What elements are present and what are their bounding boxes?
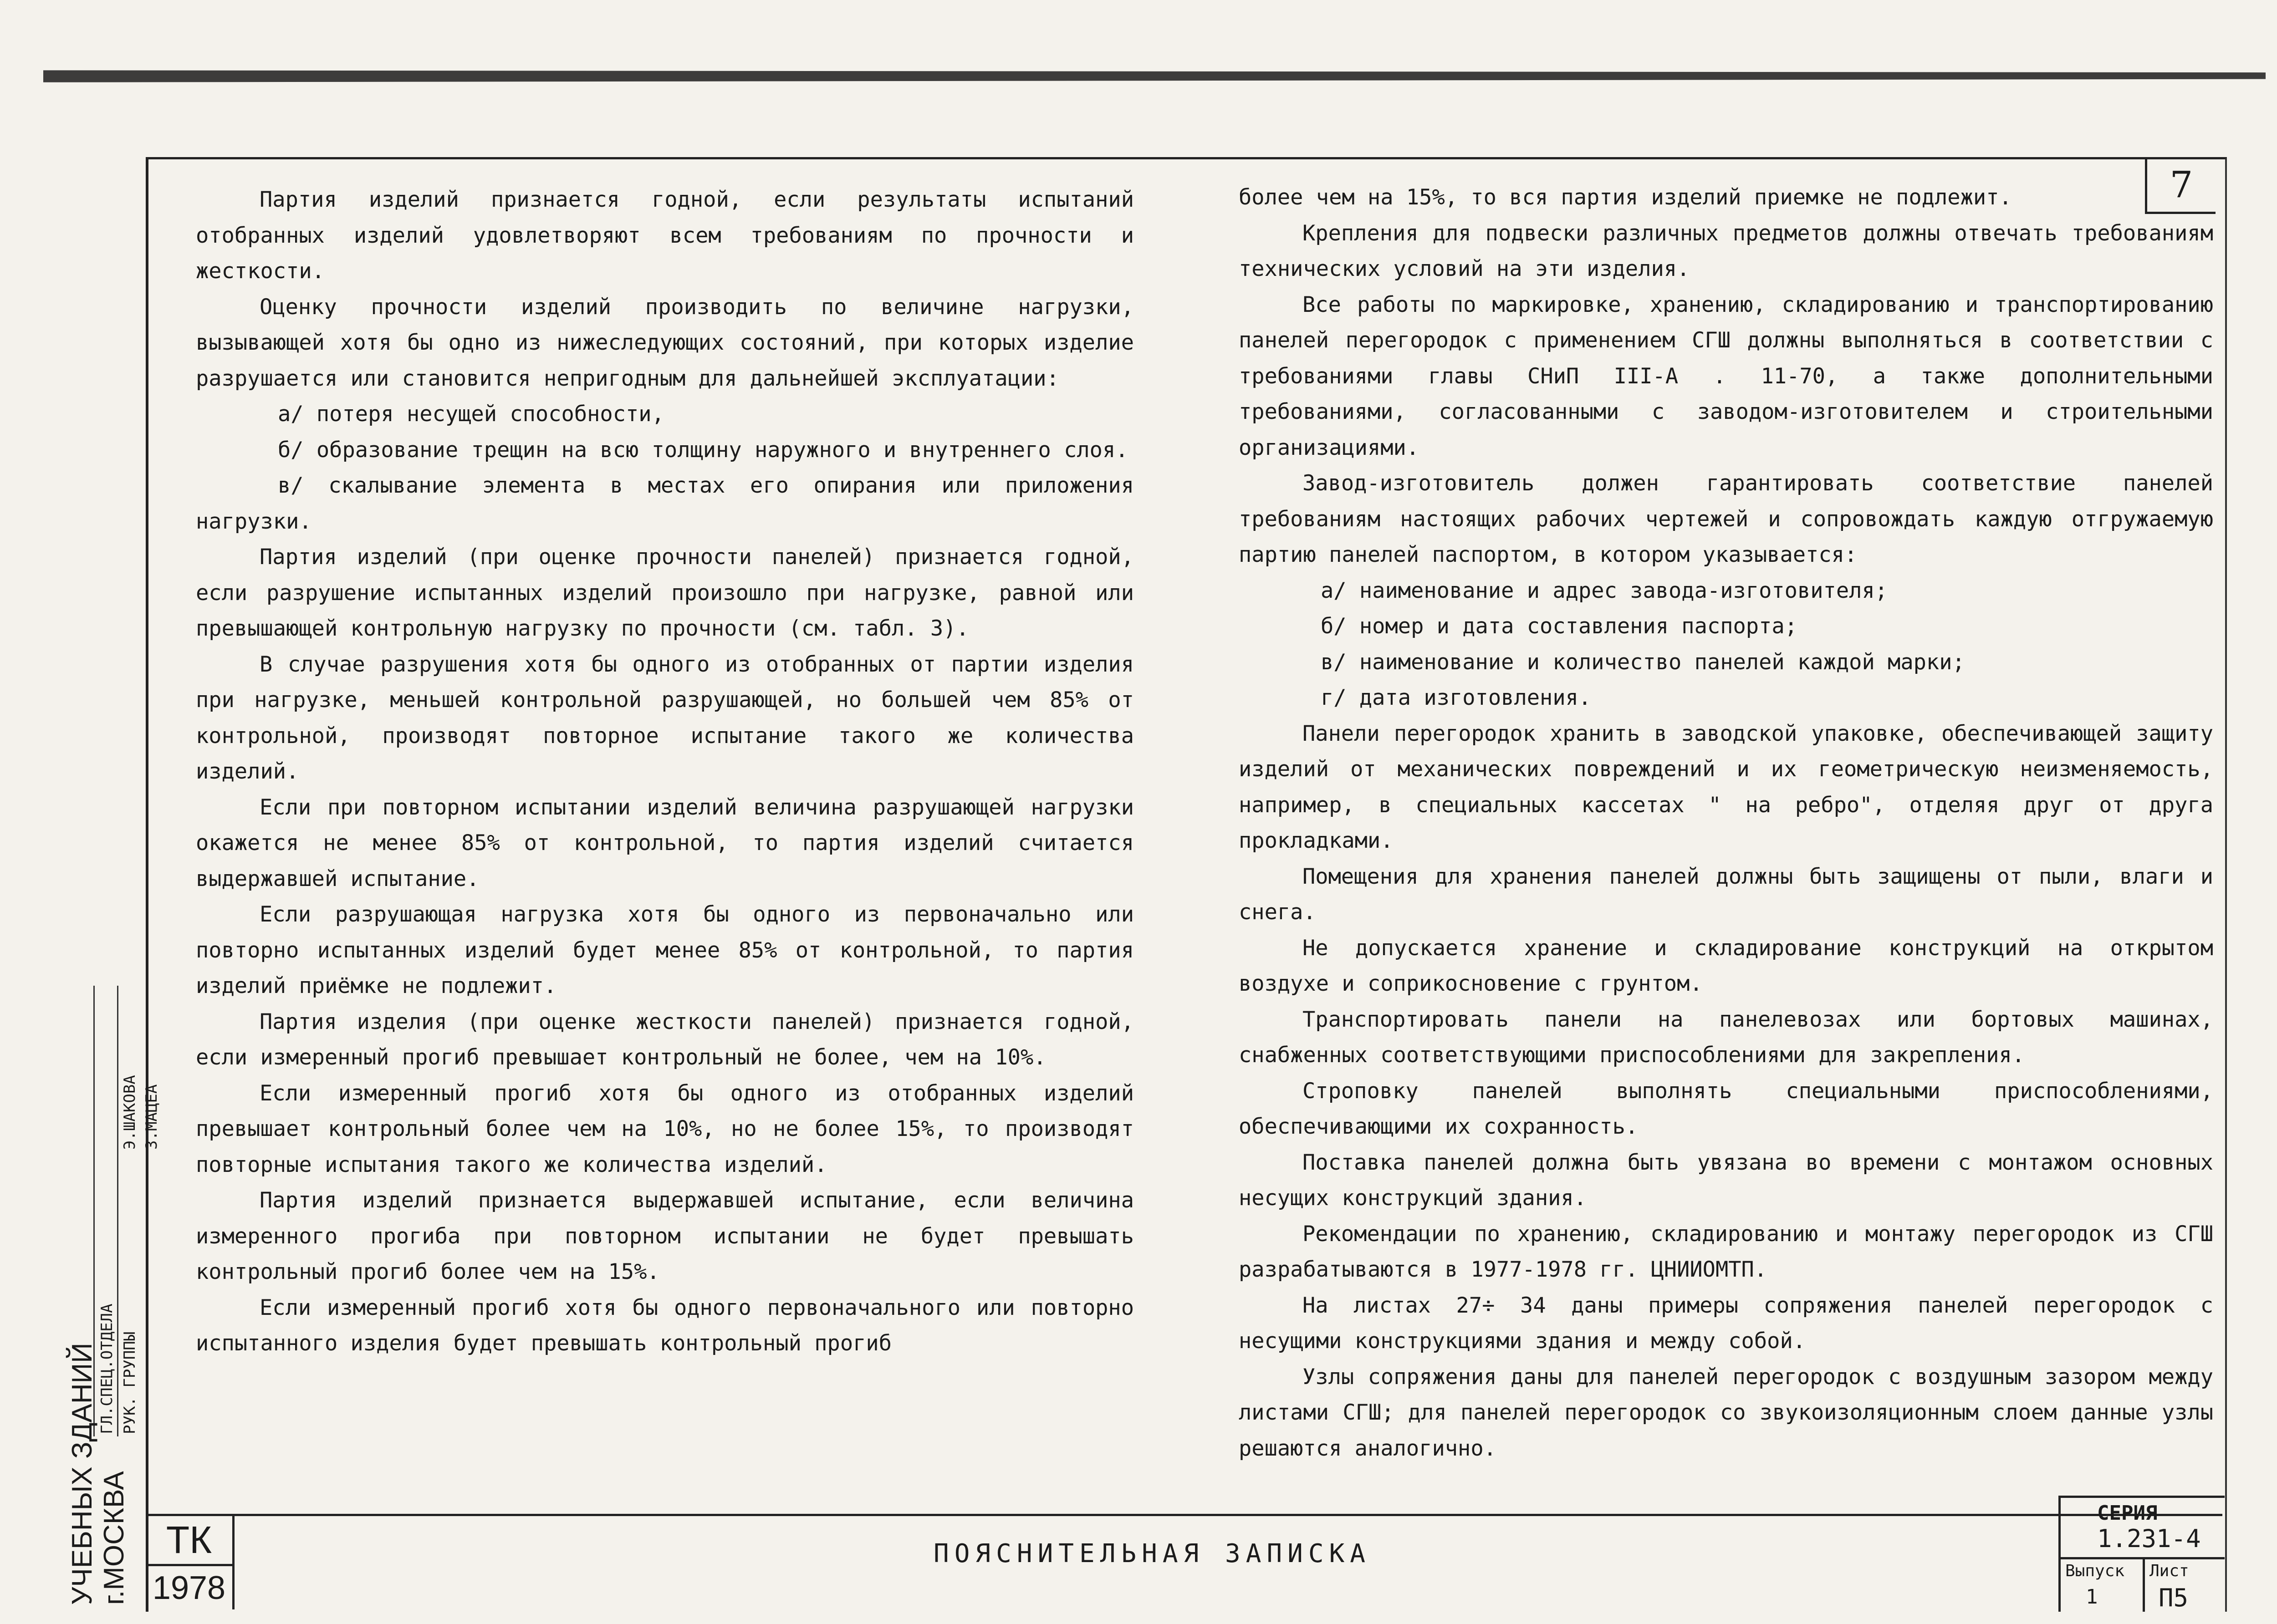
stamp-name: З.МАЦЕА [143, 1084, 161, 1150]
left-text-column [196, 182, 1134, 1362]
paragraph: Если разрушающая нагрузка хотя бы одного из первоначально или повторно испытанных изделий будет менее 85% от контрольной, то партия изделий приёмке не подлежит. [196, 902, 1134, 998]
paragraph: в/ наименование и количество панелей каждой марки; [1321, 649, 1965, 675]
paragraph: Панели перегородок хранить в заводской упаковке, обеспечивающей защиту изделий от механических повреждений и их геометрическую неизменяемость, например, в специальных кассетах " на ребро", отделяя друг от друга прокладками. [1239, 721, 2213, 853]
stamp-divider [117, 986, 118, 1436]
year: 1978 [146, 1566, 235, 1609]
series-label: СЕРИЯ [2097, 1502, 2158, 1525]
paragraph: Все работы по маркировке, хранению, складированию и транспортированию панелей перегородок с применением СГШ должны выполняться в соответствии с требованиями главы СНиП III-А . 11-70, а также дополнительными требованиями, согласованными с заводом-изготовителем и строительными организациями. [1239, 292, 2213, 460]
paragraph: более чем на 15%, то вся партия изделий приемке не подлежит. [1239, 185, 2012, 210]
issue-label: Выпуск [2065, 1562, 2125, 1580]
paragraph: Строповку панелей выполнять специальными приспособлениями, обеспечивающими их сохранность. [1239, 1078, 2213, 1139]
paragraph: Рекомендации по хранению, складированию и монтажу перегородок из СГШ разрабатываются в 1977-1978 гг. ЦНИИОМТП. [1239, 1221, 2213, 1282]
org-city: г.МОСКВА [98, 1471, 130, 1605]
paragraph: б/ образование трещин на всю толщину наружного и внутреннего слоя. [278, 437, 1128, 463]
tk-mark: ТК [146, 1516, 235, 1566]
paragraph: Завод-изготовитель должен гарантировать соответствие панелей требованиям настоящих рабочих чертежей и сопровождать каждую отгружаемую партию панелей паспортом, в котором указывается: [1239, 471, 2213, 567]
paragraph: а/ наименование и адрес завода-изготовителя; [1321, 578, 1888, 603]
org-name: УЧЕБНЫХ ЗДАНИЙ [66, 1343, 98, 1605]
sheet-label: Лист [2149, 1562, 2189, 1580]
paragraph: а/ потеря несущей способности, [278, 402, 664, 427]
title-block-line [146, 1514, 2222, 1516]
approval-stamp [48, 157, 161, 1609]
paragraph: Если при повторном испытании изделий величина разрушающей нагрузки окажется не менее 85% от контрольной, то партия изделий считается выдержавшей испытание. [196, 794, 1134, 891]
paragraph: б/ номер и дата составления паспорта; [1321, 614, 1797, 639]
paragraph: Поставка панелей должна быть увязана во времени с монтажом основных несущих конструкций здания. [1239, 1150, 2213, 1211]
series-block [2058, 1496, 2225, 1612]
paragraph: Не допускается хранение и складирование конструкций на открытом воздухе и соприкосновение с грунтом. [1239, 935, 2213, 996]
paragraph: Если измеренный прогиб хотя бы одного из отобранных изделий превышает контрольный более чем на 10%, но не более 15%, то производят повторные испытания такого же количества изделий. [196, 1080, 1134, 1177]
series-code: 1.231-4 [2097, 1524, 2201, 1553]
paragraph: Партия изделий признается выдержавшей испытание, если величина измеренного прогиба при повторном испытании не будет превышать контрольный прогиб более чем на 15%. [196, 1188, 1134, 1284]
paragraph: Узлы сопряжения даны для панелей перегородок с воздушным зазором между листами СГШ; для панелей перегородок со звукоизоляционным слоем данные узлы решаются аналогично. [1239, 1364, 2213, 1461]
paragraph: Если измеренный прогиб хотя бы одного первоначального или повторно испытанного изделия будет превышать контрольный прогиб [196, 1295, 1134, 1356]
scan-top-edge [43, 64, 2266, 86]
issue-value: 1 [2086, 1585, 2098, 1609]
stamp-role: ГЛ.СПЕЦ.ОТДЕЛА [98, 1303, 116, 1434]
paragraph: Крепления для подвески различных предметов должны отвечать требованиям технических условий на эти изделия. [1239, 220, 2213, 281]
paragraph: в/ скалывание элемента в местах его опирания или приложения нагрузки. [196, 473, 1134, 534]
series-separator [2143, 1559, 2145, 1612]
page-number: 7 [2145, 157, 2216, 214]
paragraph: Партия изделий (при оценке прочности панелей) признается годной, если разрушение испытанных изделий произошло при нагрузке, равной или превышающей контрольную нагрузку по прочности (см. табл. 3). [196, 545, 1134, 641]
document-title: ПОЯСНИТЕЛЬНАЯ ЗАПИСКА [934, 1539, 1371, 1568]
paragraph: Транспортировать панели на панелевозах или бортовых машинах, снабженных соответствующими приспособлениями для закрепления. [1239, 1007, 2213, 1068]
stamp-role: РУК. ГРУППЫ [121, 1331, 139, 1434]
sheet-value: П5 [2159, 1583, 2189, 1612]
paragraph: Оценку прочности изделий производить по величине нагрузки, вызывающей хотя бы одно из нижеследующих состояний, при которых изделие разрушается или становится непригодным для дальнейшей эксплуатации: [196, 294, 1134, 391]
stamp-name: Э.ШАКОВА [121, 1075, 139, 1150]
paragraph: Партия изделия (при оценке жесткости панелей) признается годной, если измеренный прогиб превышает контрольный не более, чем на 10%. [196, 1009, 1134, 1070]
paragraph: В случае разрушения хотя бы одного из отобранных от партии изделия при нагрузке, меньшей контрольной разрушающей, но большей чем 85% от контрольной, производят повторное испытание такого же количества изделий. [196, 652, 1134, 784]
paragraph: Партия изделий признается годной, если результаты испытаний отобранных изделий удовлетворяют всем требованиям по прочности и жесткости. [196, 187, 1134, 284]
paragraph: Помещения для хранения панелей должны быть защищены от пыли, влаги и снега. [1239, 864, 2213, 925]
paragraph: На листах 27÷ 34 даны примеры сопряжения панелей перегородок с несущими конструкциями здания и между собой. [1239, 1293, 2213, 1354]
paragraph: г/ дата изготовления. [1321, 685, 1592, 710]
right-text-column [1239, 180, 2213, 1466]
